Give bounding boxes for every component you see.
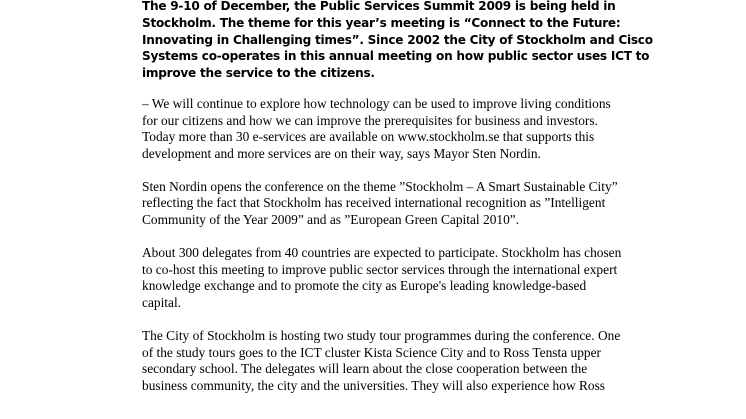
body-line: reflecting the fact that Stockholm has received international recognition as ”Intelligent <box>142 195 606 211</box>
lead-line: Stockholm. The theme for this year’s meeting is “Connect to the Future: <box>142 15 621 30</box>
lead-line: The 9-10 of December, the Public Services Summit 2009 is being held in <box>142 0 616 13</box>
body-line: Today more than 30 e-services are available on www.stockholm.se that supports this <box>142 129 595 145</box>
lead-line: improve the service to the citizens. <box>142 66 375 81</box>
body-line: of the study tours goes to the ICT cluster Kista Science City and to Ross Tensta upper <box>142 344 601 360</box>
body-line: capital. <box>142 294 182 310</box>
body-line: for our citizens and how we can improve the prerequisites for business and investors. <box>142 112 598 128</box>
mayor-quote-paragraph <box>142 96 662 162</box>
press-release-document <box>142 0 662 411</box>
body-line: Community of the Year 2009” and as ”European Green Capital 2010”. <box>142 212 520 228</box>
conference-theme-paragraph <box>142 179 662 229</box>
body-line: Sten Nordin opens the conference on the theme ”Stockholm – A Smart Sustainable City” <box>142 178 618 194</box>
body-line: secondary school. The delegates will learn about the close cooperation between the <box>142 361 588 377</box>
body-line: – We will continue to explore how technology can be used to improve living conditions <box>142 95 611 111</box>
body-line: development and more services are on their way, says Mayor Sten Nordin. <box>142 145 541 161</box>
study-tour-paragraph <box>142 328 662 394</box>
lead-line: Systems co-operates in this annual meeting on how public sector uses ICT to <box>142 49 650 64</box>
body-line: The City of Stockholm is hosting two study tour programmes during the conference. One <box>142 328 621 344</box>
lead-line: Innovating in Challenging times”. Since 2002 the City of Stockholm and Cisco <box>142 32 653 47</box>
body-line: knowledge exchange and to promote the city as Europe's leading knowledge-based <box>142 278 587 294</box>
lead-paragraph <box>142 0 662 82</box>
delegates-paragraph <box>142 245 662 311</box>
body-line: About 300 delegates from 40 countries are expected to participate. Stockholm has chosen <box>142 245 622 261</box>
body-line: business community, the city and the universities. They will also experience how Ross <box>142 377 606 393</box>
body-line: to co-host this meeting to improve public sector services through the international expert <box>142 261 618 277</box>
